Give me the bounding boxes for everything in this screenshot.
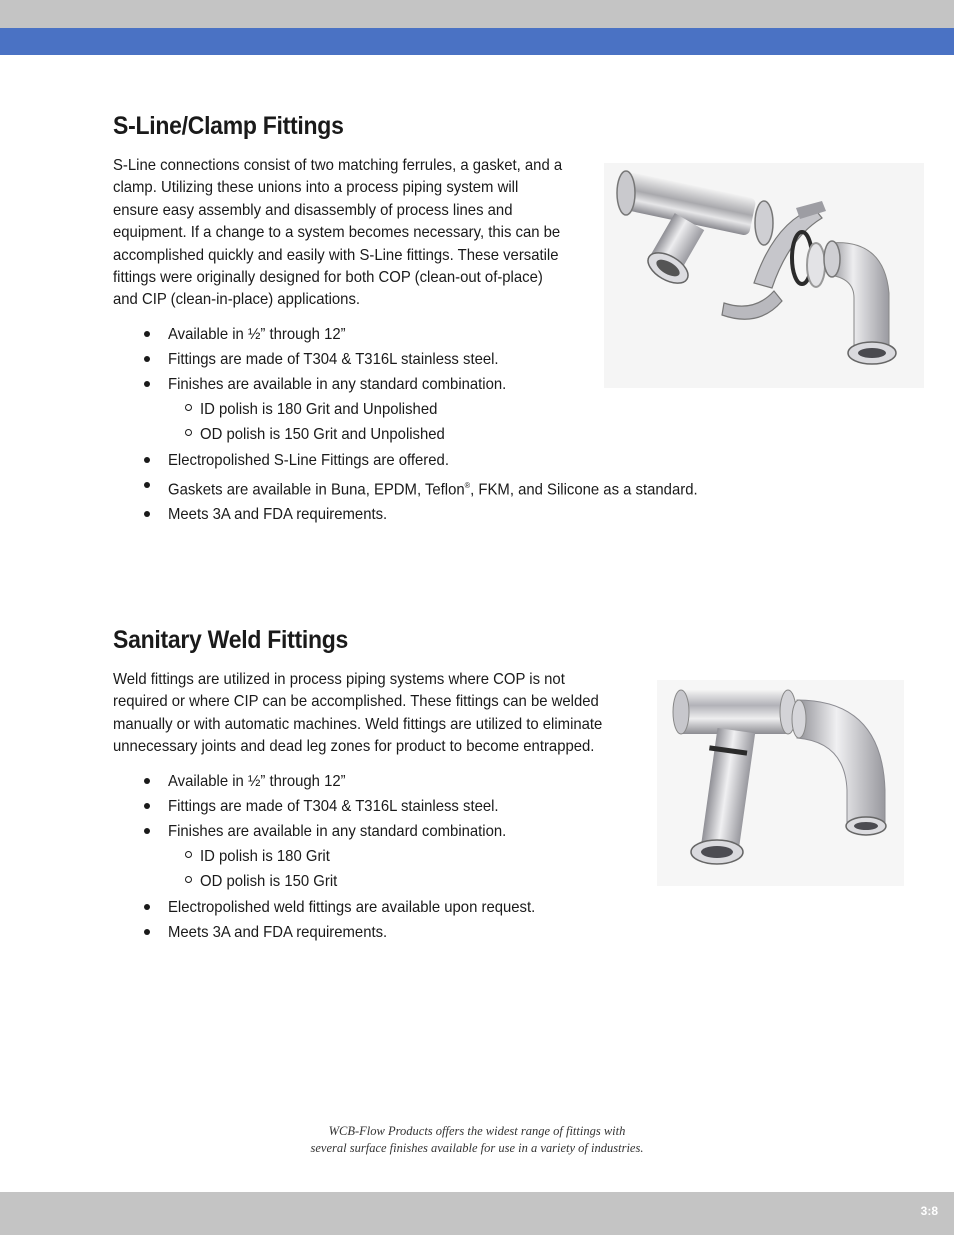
bullet-list: [113, 448, 737, 527]
caption-line: several surface finishes available for use in a variety of industries.: [310, 1141, 644, 1155]
bullet-item: Fittings are made of T304 & T316L stainless steel.: [113, 347, 737, 372]
sline-fittings-photo: [604, 163, 924, 388]
intro-line: manually or with automatic machines. Weld fittings are utilized to eliminate: [113, 715, 603, 733]
intro-line: required or where CIP can be accomplished. These fittings can be welded: [113, 693, 599, 711]
bullet-item: Available in ½” through 12”: [113, 322, 737, 347]
sub-bullet-item: OD polish is 150 Grit and Unpolished: [113, 422, 737, 447]
bullet-item: Electropolished S-Line Fittings are offered.: [113, 448, 737, 473]
bullet-item: Fittings are made of T304 & T316L stainless steel.: [113, 794, 639, 819]
header-blue-band: [0, 28, 954, 55]
sub-bullet-item: ID polish is 180 Grit: [113, 844, 639, 869]
sub-bullet-list: [113, 397, 737, 447]
bullet-item: Meets 3A and FDA requirements.: [113, 920, 639, 945]
intro-line: fittings were originally designed for both COP (clean-out of-place): [113, 269, 543, 287]
intro-line: and CIP (clean-in-place) applications.: [113, 291, 361, 309]
bullet-item: Available in ½” through 12”: [113, 769, 639, 794]
weld-fittings-illustration: [657, 680, 904, 886]
bullet-list: [113, 895, 639, 945]
bullet-list: [113, 769, 639, 844]
weld-fittings-photo: [657, 680, 904, 886]
registered-mark: ®: [464, 480, 471, 490]
intro-line: Weld fittings are utilized in process piping systems where COP is not: [113, 671, 565, 688]
intro-line: S-Line connections consist of two matching ferrules, a gasket, and a: [113, 157, 563, 174]
caption-line: WCB-Flow Products offers the widest range of fittings with: [328, 1124, 626, 1138]
sub-bullet-item: OD polish is 150 Grit: [113, 869, 639, 894]
intro-line: unnecessary joints and dead leg zones for product to become entrapped.: [113, 738, 595, 756]
bullet-item: Finishes are available in any standard combination.: [113, 819, 639, 844]
bullet-item: Finishes are available in any standard combination.: [113, 372, 737, 397]
sline-fittings-illustration: [604, 163, 924, 388]
page-number: 3:8: [920, 1204, 938, 1218]
section-title: Sanitary Weld Fittings: [113, 626, 349, 654]
intro-line: ensure easy assembly and disassembly of process lines and: [113, 201, 513, 219]
sub-bullet-item: ID polish is 180 Grit and Unpolished: [113, 397, 737, 422]
intro-line: clamp. Utilizing these unions into a process piping system will: [113, 179, 519, 197]
sub-bullet-list: [113, 844, 639, 894]
footer-bar: [0, 1192, 954, 1235]
intro-line: accomplished quickly and easily with S-Line fittings. These versatile: [113, 246, 559, 264]
bullet-item: Electropolished weld fittings are available upon request.: [113, 895, 639, 920]
bullet-item-gaskets: Gaskets are available in Buna, EPDM, Teflon®, FKM, and Silicone as a standard.: [113, 473, 737, 502]
section-intro: [113, 669, 602, 759]
intro-line: equipment. If a change to a system becomes necessary, this can be: [113, 224, 561, 242]
bullet-item: Meets 3A and FDA requirements.: [113, 502, 737, 527]
header-gray-band: [0, 0, 954, 28]
section-sanitary-weld: [113, 626, 639, 945]
footer-caption: [0, 1123, 954, 1157]
section-title: S-Line/Clamp Fittings: [113, 112, 344, 140]
